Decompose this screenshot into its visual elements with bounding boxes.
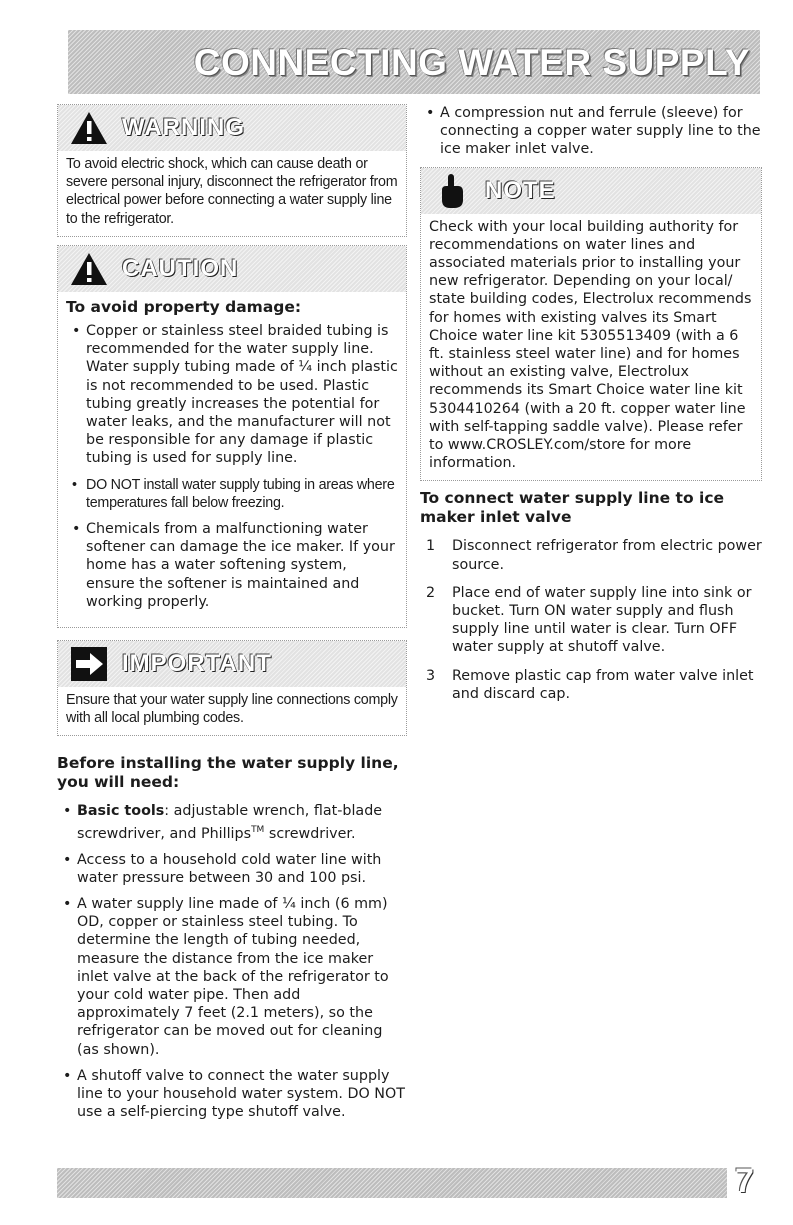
note-label: NOTE — [485, 176, 556, 204]
trademark-mark: TM — [251, 824, 265, 835]
caution-list — [66, 322, 398, 611]
step-text: Remove plastic cap from water valve inlet and discard cap. — [452, 667, 754, 702]
before-item: • A water supply line made of ¼ inch (6 mm) OD, copper or stainless steel tubing. To determine the length of tubing needed, measure the distance from the ice maker inlet valve at the back of the refrigerator to your cold water pipe. Then add approximately 7 feet (2.1 meters), so the refrigerator can be moved out for cleaning (as shown). — [57, 895, 407, 1059]
connect-heading: To connect water supply line to ice maker inlet valve — [420, 489, 725, 527]
arrow-right-icon — [64, 641, 114, 687]
caution-triangle-icon — [64, 246, 114, 292]
page-number: 7 — [735, 1162, 754, 1200]
caution-label: CAUTION — [122, 254, 239, 282]
right-column — [420, 104, 762, 713]
title-bar — [68, 30, 760, 94]
step-number: 3 — [426, 667, 436, 684]
step-number: 1 — [426, 538, 436, 555]
step-number: 2 — [426, 584, 436, 601]
warning-box — [57, 104, 407, 237]
before-item — [57, 802, 407, 842]
warning-header — [58, 105, 406, 151]
step-item — [420, 584, 762, 657]
before-item: • Access to a household cold water line with water pressure between 30 and 100 psi. — [57, 851, 407, 887]
warning-label: WARNING — [122, 114, 245, 141]
caution-item: • Chemicals from a malfunctioning water softener can damage the ice maker. If your home has a water softening system, ensure the softener is maintained and working properly. — [66, 520, 398, 611]
caution-box — [57, 245, 407, 628]
note-text: Check with your local building authority for recommendations on water lines and associated materials prior to installing your new refrigerator. Depending on your local/ state building codes, Electrolux recommends for homes with existing valves its Smart Choice water line kit 5305513409 (with a 6 ft. stainless steel water line) and for homes without an existing valve, Electrolux recommends its Smart Choice water line kit 5304410264 (with a 20 ft. copper water line with self-tapping saddle valve). Please refer to www.CROSLEY.com/store for more information. — [429, 218, 752, 472]
note-hand-icon — [427, 168, 477, 214]
important-label: IMPORTANT — [122, 650, 272, 678]
note-header — [421, 168, 761, 214]
step-text: Disconnect refrigerator from electric power source. — [452, 538, 762, 573]
before-heading: Before installing the water supply line, you will need: — [57, 754, 399, 792]
basic-tools-text: : adjustable wrench, flat-blade screwdriver, and Phillips — [77, 803, 383, 842]
important-text: Ensure that your water supply line connections comply with all local plumbing codes. — [66, 692, 398, 727]
caution-item: • DO NOT install water supply tubing in areas where temperatures fall below freezing. — [66, 476, 398, 512]
connect-steps — [420, 537, 762, 703]
tools-continued-list — [420, 104, 762, 159]
caution-item: • Copper or stainless steel braided tubing is recommended for the water supply line. Water supply tubing made of ¼ inch plastic is not recommended to be used. Plastic tubing greatly increases the potential for water leaks, and the manufacturer will not be responsible for any damage if plastic tubing is used for supply line. — [66, 322, 398, 468]
caution-header — [58, 246, 406, 292]
warning-triangle-icon — [64, 105, 114, 151]
warning-text: To avoid electric shock, which can cause death or severe personal injury, disconnect the refrigerator from electrical power before connecting a water supply line to the refrigerator. — [66, 156, 398, 227]
left-column — [57, 104, 407, 1129]
before-item: • A shutoff valve to connect the water supply line to your household water system. DO NOT use a self-piercing type shutoff valve. — [57, 1067, 407, 1122]
step-item — [420, 667, 762, 703]
important-header — [58, 641, 406, 687]
step-text: Place end of water supply line into sink or bucket. Turn ON water supply and flush supply line until water is clear. Turn OFF water supply at shutoff valve. — [452, 584, 752, 656]
before-list — [57, 802, 407, 1121]
footer-bar — [57, 1168, 727, 1198]
caution-subheading: To avoid property damage: — [66, 297, 302, 316]
important-box — [57, 640, 407, 736]
before-item: • A compression nut and ferrule (sleeve) for connecting a copper water supply line to the ice maker inlet valve. — [420, 104, 762, 159]
note-box — [420, 167, 762, 482]
basic-tools-end: screwdriver. — [264, 825, 356, 842]
step-item — [420, 537, 762, 573]
basic-tools-label: Basic tools — [77, 803, 165, 820]
page-title: CONNECTING WATER SUPPLY — [193, 42, 750, 83]
